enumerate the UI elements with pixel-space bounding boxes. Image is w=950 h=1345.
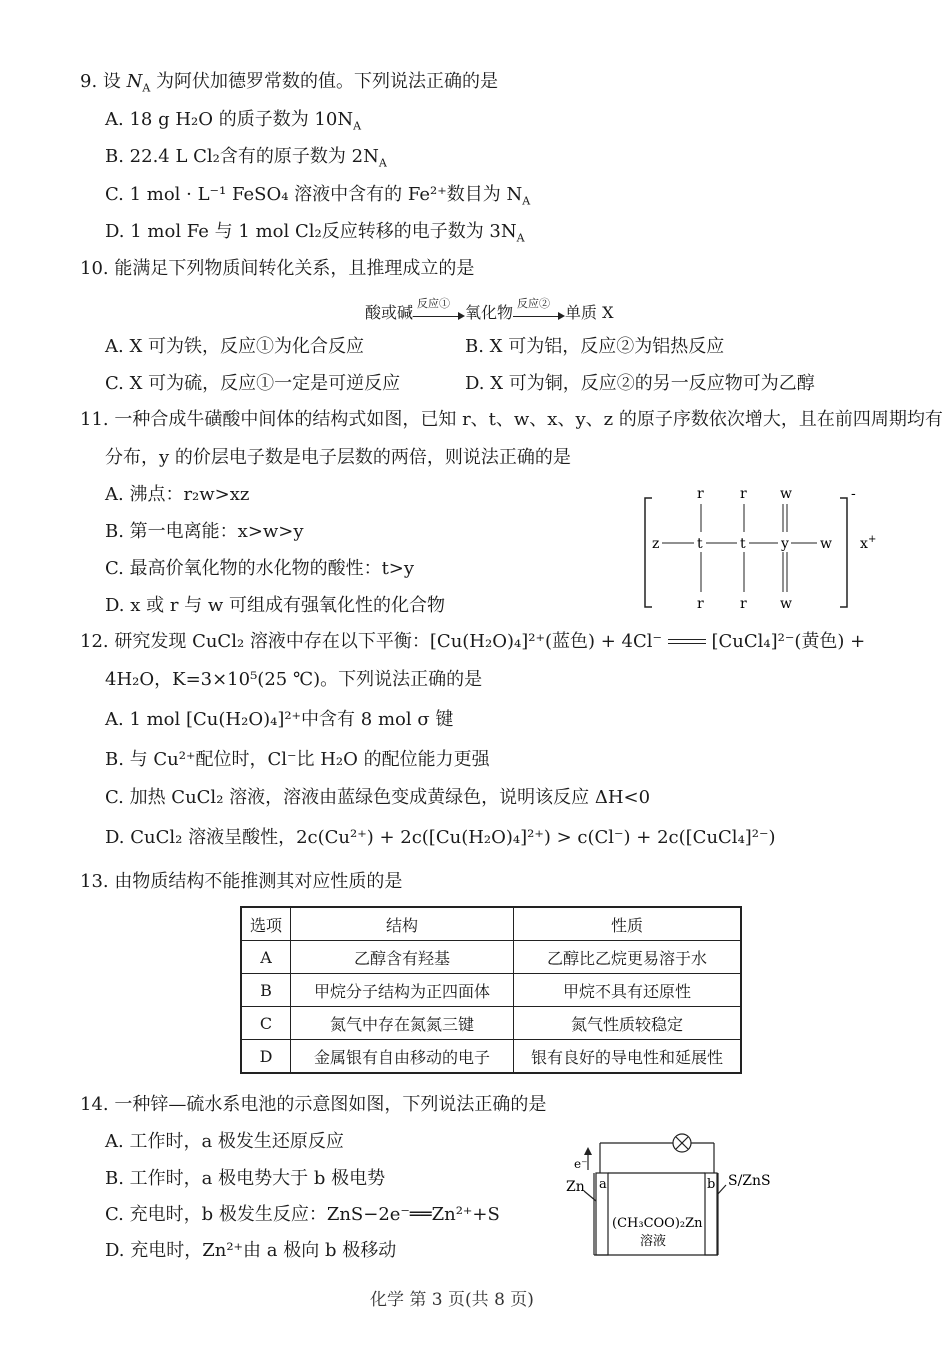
q12-option-a: A. 1 mol [Cu(H₂O)₄]²⁺中含有 8 mol σ 键	[105, 709, 454, 730]
solution-formula: (CH₃COO)₂Zn	[612, 1216, 703, 1231]
q14-option-d: D. 充电时，Zn²⁺由 a 极向 b 极移动	[105, 1240, 397, 1261]
q10-option-c: C. X 可为硫，反应①一定是可逆反应	[105, 373, 401, 394]
struct-cation: x	[860, 536, 868, 552]
struct-charge: -	[851, 486, 856, 502]
q10-reaction-scheme	[365, 296, 614, 323]
table-header-row	[241, 907, 741, 941]
q9-option-b: B. 22.4 L Cl₂含有的原子数为 $2N_A$	[105, 146, 387, 170]
q14-option-b: B. 工作时，a 极电势大于 b 极电势	[105, 1168, 386, 1189]
table-row: C 氮气中存在氮氮三键 氮气性质较稳定	[241, 1007, 741, 1040]
scheme-end: 单质 X	[565, 303, 614, 322]
label-zn: Zn	[566, 1179, 585, 1195]
reaction-arrow-1: 反应①	[413, 305, 465, 323]
atom-r2-bottom: r	[740, 596, 747, 612]
header-property: 性质	[514, 907, 742, 941]
electron-label: e⁻	[574, 1157, 588, 1171]
q10-option-a: A. X 可为铁，反应①为化合反应	[105, 336, 364, 357]
q12-option-b: B. 与 Cu²⁺配位时，Cl⁻比 H₂O 的配位能力更强	[105, 749, 490, 770]
table-row: D 金属银有自由移动的电子 银有良好的导电性和延展性	[241, 1040, 741, 1074]
q12-option-d: D. CuCl₂ 溶液呈酸性，2c(Cu²⁺) + 2c([Cu(H₂O)₄]²⁺) > c(Cl⁻) + 2c([CuCl₄]²⁻)	[105, 827, 776, 848]
q12-option-c: C. 加热 CuCl₂ 溶液，溶液由蓝绿色变成黄绿色，说明该反应 ΔH<0	[105, 787, 651, 808]
solution-word: 溶液	[640, 1234, 667, 1249]
q12-stem-line1: 12. 研究发现 CuCl₂ 溶液中存在以下平衡：[Cu(H₂O)₄]²⁺(蓝色) + 4Cl⁻ [CuCl₄]²⁻(黄色) +	[80, 631, 866, 652]
atom-w-bottom: w	[780, 596, 792, 612]
header-structure: 结构	[291, 907, 514, 941]
header-option: 选项	[241, 907, 291, 941]
q14-stem: 14. 一种锌—硫水系电池的示意图如图，下列说法正确的是	[80, 1094, 547, 1115]
q14-battery-diagram	[560, 1125, 780, 1260]
electrode-a: a	[599, 1177, 607, 1192]
q13-table	[240, 906, 742, 1074]
q10-option-d: D. X 可为铜，反应②的另一反应物可为乙醇	[465, 373, 815, 394]
q11-stem-line2: 分布，y 的价层电子数是电子层数的两倍，则说法正确的是	[105, 447, 571, 468]
atom-r1-bottom: r	[697, 596, 704, 612]
label-s-zns: S/ZnS	[728, 1173, 771, 1189]
atom-w-right: w	[820, 536, 832, 552]
struct-cation-charge: +	[868, 534, 877, 545]
q10-option-b: B. X 可为铝，反应②为铝热反应	[465, 336, 725, 357]
reaction-arrow-2: 反应②	[513, 305, 565, 323]
q14-option-a: A. 工作时，a 极发生还原反应	[105, 1131, 344, 1152]
q11-stem-line1: 11. 一种合成牛磺酸中间体的结构式如图，已知 r、t、w、x、y、z 的原子序数依次增大，且在前四周期均有	[80, 409, 943, 430]
atom-z: z	[652, 536, 660, 552]
q9-stem: 9. 设 $N_A$ 为阿伏加德罗常数的值。下列说法正确的是	[80, 71, 499, 95]
atom-r2-top: r	[740, 486, 747, 502]
atom-w-top: w	[780, 486, 792, 502]
q11-option-c: C. 最高价氧化物的水化物的酸性：t>y	[105, 558, 415, 579]
q9-option-d: D. 1 mol Fe 与 1 mol Cl₂反应转移的电子数为 $3N_A$	[105, 221, 525, 245]
q12-stem-line2: 4H₂O，K=3×10⁵(25 ℃)。下列说法正确的是	[105, 669, 483, 690]
q9-option-a: A. 18 g H₂O 的质子数为 $10N_A$	[105, 109, 362, 133]
page-footer: 化学 第 3 页(共 8 页)	[370, 1290, 534, 1310]
atom-y: y	[781, 536, 789, 552]
scheme-start: 酸或碱	[365, 303, 414, 322]
q9-option-c: C. 1 mol · L⁻¹ FeSO₄ 溶液中含有的 Fe²⁺数目为 $N_A$	[105, 184, 531, 208]
q11-option-b: B. 第一电离能：x>w>y	[105, 521, 304, 542]
atom-t2: t	[740, 536, 746, 552]
table-row: A 乙醇含有羟基 乙醇比乙烷更易溶于水	[241, 941, 741, 974]
q10-stem: 10. 能满足下列物质间转化关系，且推理成立的是	[80, 258, 475, 279]
q11-option-d: D. x 或 r 与 w 可组成有强氧化性的化合物	[105, 595, 446, 616]
equilibrium-arrow	[668, 636, 706, 648]
q14-option-c: C. 充电时，b 极发生反应：ZnS−2e⁻══Zn²⁺+S	[105, 1204, 500, 1225]
q11-option-a: A. 沸点：r₂w>xz	[105, 484, 250, 505]
electrode-b: b	[707, 1177, 716, 1192]
atom-t1: t	[697, 536, 703, 552]
atom-r1-top: r	[697, 486, 704, 502]
q11-structure-diagram	[640, 480, 880, 615]
table-row: B 甲烷分子结构为正四面体 甲烷不具有还原性	[241, 974, 741, 1007]
q13-stem: 13. 由物质结构不能推测其对应性质的是	[80, 871, 403, 892]
scheme-mid: 氧化物	[465, 303, 514, 322]
